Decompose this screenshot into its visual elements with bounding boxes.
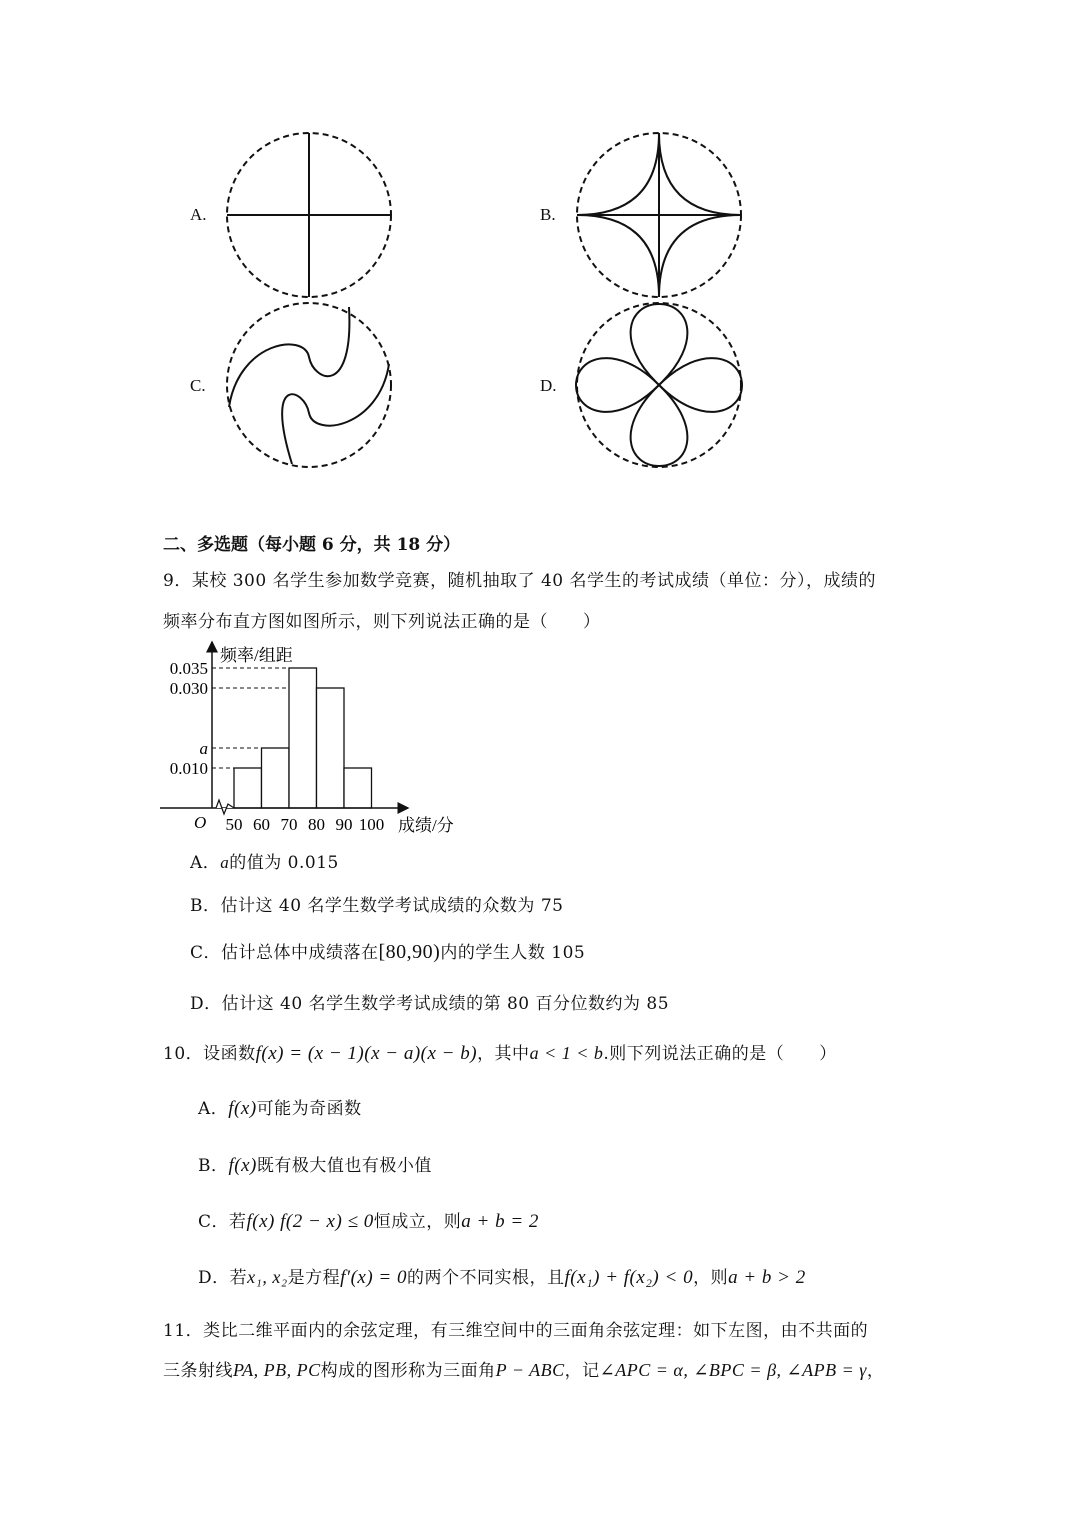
figure-a-cross <box>224 132 394 302</box>
x-tick-label: 60 <box>253 815 270 834</box>
q10-stem-pre: 10．设函数 <box>163 1044 256 1064</box>
q10-option-d-mid2: 的两个不同实根，且 <box>406 1268 565 1288</box>
x-tick-label: 70 <box>280 815 298 834</box>
figure-b-astroid <box>574 132 744 302</box>
q10-option-b[interactable] <box>198 1151 432 1177</box>
q11-line2-pre: 三条射线 <box>163 1361 233 1381</box>
q9-option-c[interactable] <box>190 938 585 964</box>
y-axis-label: 频率/组距 <box>220 646 293 665</box>
histogram-bar <box>317 688 345 808</box>
q9-option-b[interactable]: B．估计这 40 名学生数学考试成绩的众数为 75 <box>190 896 564 916</box>
q11-line2-end: ， <box>866 1361 885 1381</box>
q9-option-a[interactable] <box>190 848 339 873</box>
q11-line2-rays: PA, PB, PC <box>233 1360 321 1380</box>
q10-option-d-mid1: 是方程 <box>287 1268 341 1288</box>
q10-option-c-mid: 恒成立，则 <box>373 1212 462 1232</box>
q11-line2-defs: ∠APC = α, ∠BPC = β, ∠APB = γ <box>599 1360 867 1380</box>
y-tick-label: a <box>199 739 208 758</box>
frequency-histogram <box>160 638 460 838</box>
y-tick-label: 0.030 <box>169 679 208 698</box>
q10-stem-mid: ，其中 <box>477 1044 530 1064</box>
q10-option-d-inequality: f(x₁) + f(x₂) < 0 <box>564 1267 694 1288</box>
q9-option-d[interactable]: D．估计这 40 名学生数学考试成绩的第 80 百分位数约为 85 <box>190 994 670 1014</box>
origin-label: O <box>194 813 207 832</box>
q10-option-a-label: A． <box>198 1099 229 1119</box>
q10-option-a-text: 可能为奇函数 <box>256 1099 362 1119</box>
y-tick-label: 0.035 <box>169 659 208 678</box>
x-axis-label: 成绩/分 <box>398 816 454 835</box>
figure-c-swirl <box>224 302 394 472</box>
section-heading: 二、多选题（每小题 6 分，共 18 分） <box>163 535 461 555</box>
q10-option-d-label: D．若 <box>198 1268 248 1288</box>
q9-option-a-text: 的值为 0.015 <box>229 853 339 873</box>
figure-option-b-label: B. <box>540 205 556 224</box>
figure-option-d-label: D. <box>540 376 557 395</box>
y-tick-label: 0.010 <box>169 759 208 778</box>
q10-option-b-label: B． <box>198 1156 229 1176</box>
q10-stem-post: .则下列说法正确的是（ ） <box>603 1044 837 1064</box>
figure-d-four-petal <box>574 302 744 472</box>
q9-option-a-var: a <box>220 853 230 872</box>
q10-option-c-result: a + b = 2 <box>461 1211 539 1232</box>
x-tick-label: 50 <box>225 815 243 834</box>
q10-stem-formula: f(x) = (x − 1)(x − a)(x − b) <box>255 1043 478 1064</box>
q10-option-d-equation: f′(x) = 0 <box>340 1267 407 1288</box>
q10-option-a[interactable] <box>198 1094 362 1120</box>
q10-option-c-label: C．若 <box>198 1212 247 1232</box>
histogram-bar <box>344 768 372 808</box>
histogram-bar <box>262 748 290 808</box>
q9-stem-line1: 9．某校 300 名学生参加数学竞赛，随机抽取了 40 名学生的考试成绩（单位：分），成绩的 <box>163 571 877 591</box>
x-tick-label: 80 <box>308 815 325 834</box>
axis-break-mark <box>216 800 234 814</box>
q9-option-c-interval: [80,90) <box>378 941 441 963</box>
q11-stem-line1: 11．类比二维平面内的余弦定理，有三维空间中的三面角余弦定理：如下左图，由不共面的 <box>163 1321 869 1341</box>
q9-option-c-post: 内的学生人数 105 <box>440 943 586 963</box>
figure-option-c-label: C. <box>190 376 206 395</box>
q11-line2-mid2: ，记 <box>564 1361 600 1381</box>
q10-option-d[interactable] <box>198 1263 806 1289</box>
q10-option-d-vars: x₁, x₂ <box>247 1267 288 1287</box>
x-tick-label: 90 <box>335 815 353 834</box>
q10-stem-condition: a < 1 < b <box>529 1043 604 1063</box>
histogram-bar <box>234 768 262 808</box>
q11-line2-mid: 构成的图形称为三面角 <box>320 1361 496 1381</box>
q10-option-d-result: a + b > 2 <box>728 1267 806 1288</box>
q11-stem-line2 <box>163 1356 884 1381</box>
histogram-bar <box>289 668 317 808</box>
q10-option-d-mid3: ，则 <box>693 1268 729 1288</box>
q9-option-a-label: A． <box>190 853 221 873</box>
x-tick-label: 100 <box>358 815 385 834</box>
q11-line2-angle: P − ABC <box>495 1360 565 1380</box>
figure-option-a-label: A. <box>190 205 207 224</box>
q10-option-a-formula: f(x) <box>228 1098 257 1119</box>
q10-stem <box>163 1039 837 1065</box>
q9-option-c-pre: C．估计总体中成绩落在 <box>190 943 379 963</box>
q10-option-c[interactable] <box>198 1207 539 1233</box>
q10-option-c-formula: f(x) f(2 − x) ≤ 0 <box>246 1211 374 1232</box>
q10-option-b-formula: f(x) <box>228 1155 257 1176</box>
q10-option-b-text: 既有极大值也有极小值 <box>256 1156 432 1176</box>
q9-stem-line2: 频率分布直方图如图所示，则下列说法正确的是（ ） <box>163 612 601 632</box>
